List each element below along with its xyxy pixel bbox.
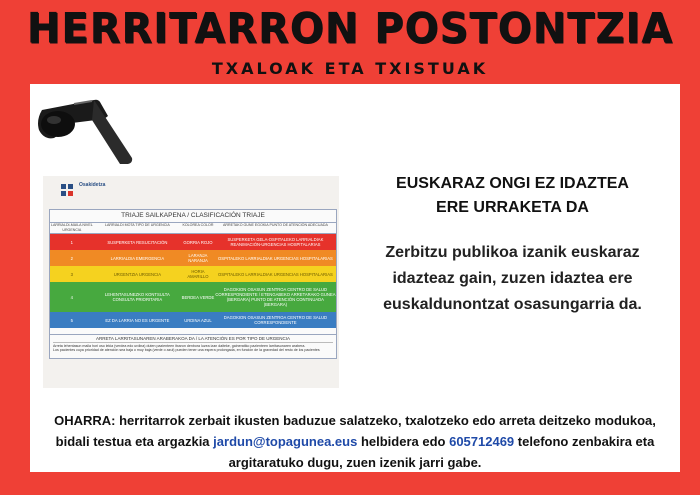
row-type: SUSPERKETA RESUCITACIÓN (94, 234, 181, 250)
row-color: HORIA AMARILLO (181, 266, 215, 282)
col-type: LARRIALDI MOTA TIPO DE URGENCIA (105, 223, 170, 227)
row-level: 2 (50, 250, 94, 266)
triage-table-footer (50, 334, 336, 358)
row-place: OSPITALEKO LARRIALDIAK URGENCIAS HOSPITALARIAS (215, 266, 336, 282)
note-prefix: OHARRA: herritarrok zerbait ikusten baduzue salatzeko, txalotzeko edo arreta deitzeko modukoa, bidali testua eta argazkia (54, 413, 656, 449)
whistle-icon (34, 90, 139, 166)
note-text (38, 410, 672, 473)
row-type: LARRIALDIA EMERGENCIA (94, 250, 181, 266)
row-place: SUSPERKETA GELA-OSPITALEKO LARRIALDIAK REANIMACIÓN-URGENCIAS HOSPITALARIAS (215, 234, 336, 250)
row-place: DAGOKION OSASUN ZENTROA CENTRO DE SALUD CORRESPONDIENTE (215, 312, 336, 328)
headline-line-2: ERE URRAKETA DA (436, 199, 589, 216)
row-color: GORRIA ROJO (181, 234, 215, 250)
col-color: KOLOREA COLOR (182, 223, 214, 227)
osakidetza-logo-icon (60, 183, 74, 197)
note-middle: helbidera edo (360, 434, 446, 449)
row-level: 1 (50, 234, 94, 250)
row-type: EZ DA LARRIA NO ES URGENTE (94, 312, 181, 328)
footer-line-eu: Arreta lehentasun maila hori oso lekia (verdea edo urdina) duten pazienteen itxaron denbora luzea izan daiteke, gaineratiko pazienteen larritasunaren arabera. (53, 344, 306, 348)
row-level: 4 (50, 282, 94, 312)
footer-title: ARRETA LARRITASUNAREN ARABERAKOA DA / LA ATENCIÓN ES POR TIPO DE URGENCIA (53, 336, 333, 343)
content-card (30, 84, 680, 472)
table-row (50, 266, 336, 282)
page-subtitle: TXALOAK ETA TXISTUAK (211, 59, 489, 78)
row-color: BERDEA VERDE (181, 282, 215, 312)
row-color: URDINA AZUL (181, 312, 215, 328)
row-type: LEHENTASUNEZKO KONTSULTA CONSULTA PRIORITARIA (94, 282, 181, 312)
osakidetza-logo-text: Osakidetza (79, 182, 106, 188)
headline (360, 172, 665, 220)
row-place: OSPITALEKO LARRIALDIAK URGENCIAS HOSPITALARIAS (215, 250, 336, 266)
row-color: LARANJA NARANJA (181, 250, 215, 266)
note-suffix: telefono zenbakira eta argitaratuko dugu, zuen izenik jarri gabe. (228, 434, 655, 470)
table-row (50, 234, 336, 250)
triage-table-header (50, 223, 336, 234)
body-text: Zerbitzu publikoa izanik euskaraz idazteaz gain, zuzen idaztea ere euskaldunontzat osasungarria da. (383, 244, 642, 313)
footer-line-es: Los pacientes cuya prioridad de atención sea baja o muy baja (verde o azul) pueden tener una espera prolongada, en función de la gravedad del resto de los pacientes (53, 348, 320, 352)
triage-table-title: TRIAJE SAILKAPENA / CLASIFICACIÓN TRIAJE (50, 210, 336, 223)
col-level: LARRIALDI-MAILA NIVEL URGENCIA (50, 223, 93, 232)
row-type: URGENTZIA URGENCIA (94, 266, 181, 282)
col-place: ARRETAKO GUNE EGOKIA PUNTO DE ATENCIÓN ADECUADA (223, 223, 328, 227)
phone-link[interactable]: 605712469 (449, 434, 515, 449)
headline-line-1: EUSKARAZ ONGI EZ IDAZTEA (396, 175, 629, 192)
email-link[interactable]: jardun@topagunea.eus (213, 434, 358, 449)
table-row (50, 250, 336, 266)
row-level: 5 (50, 312, 94, 328)
table-row (50, 312, 336, 328)
page-title: HERRITARRON POSTONTZIA (26, 4, 674, 54)
triage-table (49, 209, 337, 359)
triage-table-photo (43, 176, 339, 388)
row-level: 3 (50, 266, 94, 282)
table-row (50, 282, 336, 312)
row-place: DAGOKION OSASUN ZENTROA CENTRO DE SALUD CORRESPONDIENTE / ETENGABEKO ARRETARAKO GUNEA (BERGARA) PUNTO DE ATENCIÓN CONTINUADA (BERGARA) (215, 282, 336, 312)
